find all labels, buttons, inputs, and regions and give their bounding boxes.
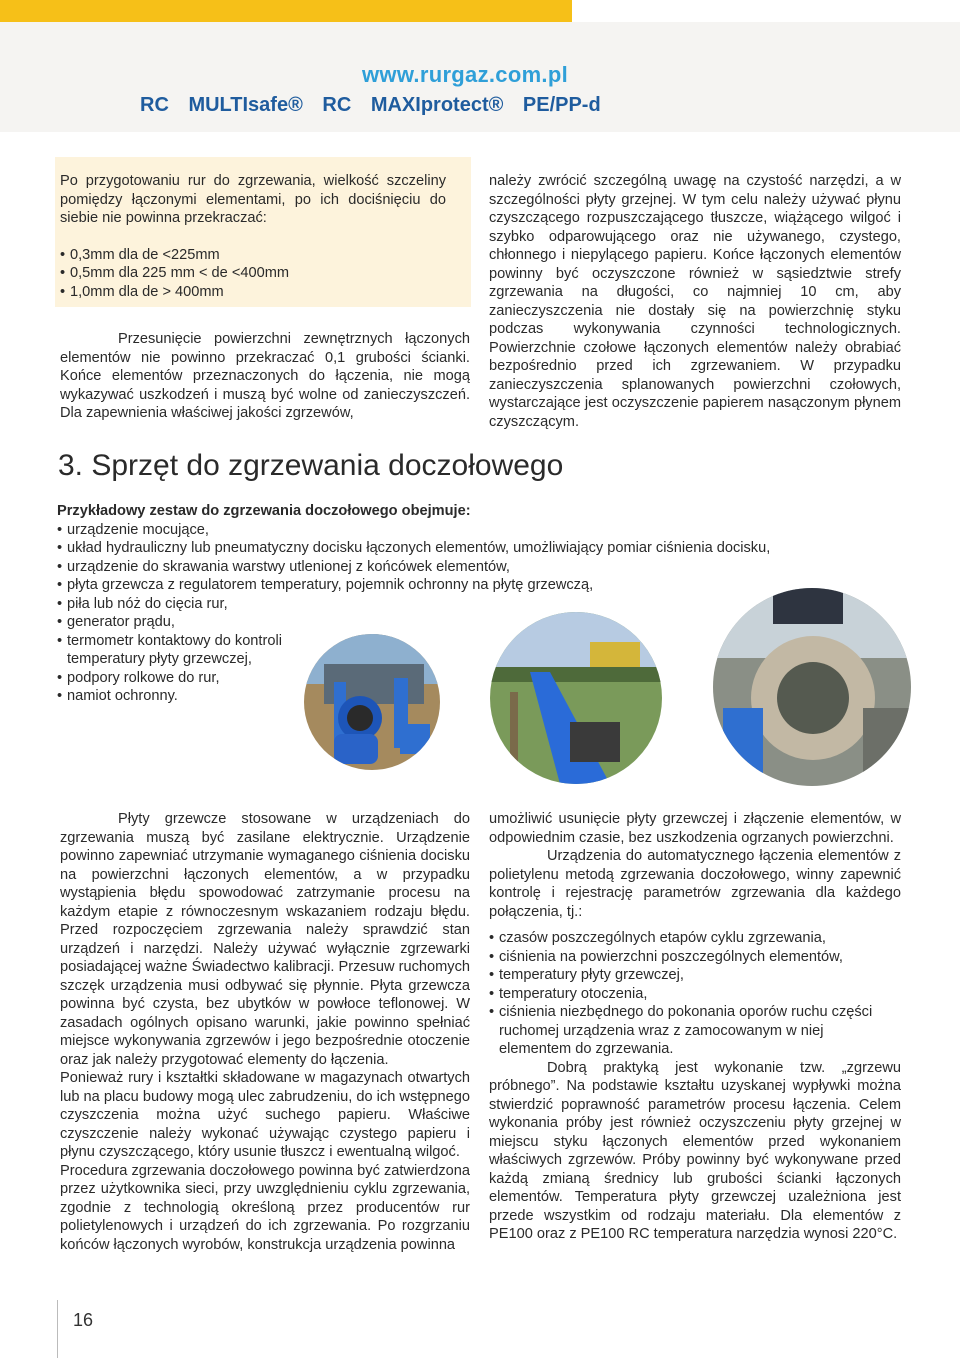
equipment-block xyxy=(57,502,817,706)
bottom-left-para: Procedura zgrzewania doczołowego powinna być zatwierdzona przez użytkownika sieci, przy uwzględnieniu cyklu zgrzewania, zgodnie z technologią określoną przez producentów rur polietylenowych i urządzeń do ich zgrzewania. Po rozgrzaniu końców łączonych wyrobów, konstrukcja urządzenia powinna xyxy=(60,1162,470,1253)
website-url[interactable]: www.rurgaz.com.pl xyxy=(362,62,568,87)
equipment-item: • układ hydrauliczny lub pneumatyczny docisku łączonych elementów, umożliwiający pomiar ciśnienia docisku, xyxy=(57,539,817,558)
params-list xyxy=(489,929,901,1059)
right-paragraph-text: należy zwrócić szczególną uwagę na czystość narzędzi, a w szczególności płyty grzejnej. W tym celu należy używać płynu czyszczącego rozpuszczającego tłuszcze, wiążącego wilgoć i szybko odparowującego oraz nie używanego, czystego, chłonnego i niepylącego papieru. Końce łączonych elementów powinny być oczyszczone również w sąsiedztwie strefy zgrzewania na długości, co najmniej 10 cm, aby zanieczyszczenia nie dostały się na powierzchnię styku podczas wykonywania czynności technologicznych. Powierzchnie czołowe łączonych elementów należy obrabiać bezpośrednio przed ich zgrzewaniem. W przypadku zanieczyszczenia splanowanych powierzchni czołowych, wystarczające jest oczyszczenie papierem nasączonym płynem czyszczącym. xyxy=(489,173,901,430)
right-paragraph xyxy=(489,172,901,431)
params-item: • czasów poszczególnych etapów cyklu zgrzewania, xyxy=(489,929,901,948)
bottom-left-para: Ponieważ rury i kształtki składowane w magazynach otwartych lub na placu budowy mogą ulec zabrudzeniu, do ich wstępnego czyszczenia można użyć suchego papieru. Właściwe czyszczenie należy wykonać używając czystego papieru i płynu czyszczącego, który usunie tłuszcz i ewentualną wilgoć. xyxy=(60,1070,470,1160)
photo-pipes-storage xyxy=(304,634,440,770)
params-item: • ciśnienia na powierzchni poszczególnych elementów, xyxy=(489,948,901,967)
gap-item: • 0,3mm dla de <225mm xyxy=(60,246,446,265)
bottom-right-para: Urządzenia do automatycznego łączenia elementów z polietylenu metodą zgrzewania doczołowego, winny zapewnić kontrolę i rejestrację parametrów zgrzewania dla każdego połączenia, tj.: xyxy=(489,848,901,920)
bottom-left-para: Płyty grzewcze stosowane w urządzeniach do zgrzewania muszą być zasilane elektrycznie. Urządzenie powinno zapewniać utrzymanie wymaganego ciśnienia docisku na powierzchni łączonych elementów, a w przypadku wystąpienia błędu spowodować zatrzymanie procesu na każdym etapie z równoczesnym wskazaniem rodzaju błędu. Przed rozpoczęciem zgrzewania należy sprawdzić stan urządzeń i narzędzi. Należy używać wyłącznie zgrzewarki posiadającej ważne Świadectwo kalibracji. Przesuw ruchomych szczęk urządzenia musi odbywać się płynnie. Płyta grzewcza powinna być czysta, bez ubytków w powłoce teflonowej. W zasadach ogólnych opisano warunki, jakie powinno spełniać miejsce wykonywania zgrzewów i jego bezpośrednie otoczenie oraz jak należy przygotować elementy do łączenia. xyxy=(60,811,470,1068)
equipment-item: • podpory rolkowe do rur, xyxy=(57,669,817,688)
left-paragraph xyxy=(60,330,470,423)
equipment-item: • urządzenie mocujące, xyxy=(57,521,817,540)
equipment-item: • piła lub nóż do cięcia rur, xyxy=(57,595,817,614)
equipment-item: • termometr kontaktowy do kontroli temperatury płyty grzewczej, xyxy=(57,632,307,669)
page-number: 16 xyxy=(73,1310,94,1330)
top-accent-bar xyxy=(0,0,572,22)
left-paragraph-text: Przesunięcie powierzchni zewnętrznych łączonych elementów nie powinno przekraczać 0,1 grubości ścianki. Końce elementów przeznaczonych do łączenia, nie mogą wykazywać uszkodzeń i muszą być wolne od zanieczyszczeń. Dla zapewnienia właściwej jakości zgrzewów, xyxy=(60,331,470,421)
gap-list xyxy=(60,246,446,302)
gap-item: • 1,0mm dla de > 400mm xyxy=(60,283,446,302)
photo-pipeline-field xyxy=(490,612,662,784)
bottom-right-para: umożliwić usunięcie płyty grzewczej i złączenie elementów, w odpowiednim czasie, bez uszkodzenia ogrzanych powierzchni. xyxy=(489,811,901,846)
equipment-lead: Przykładowy zestaw do zgrzewania doczołowego obejmuje: xyxy=(57,503,471,519)
equipment-item: • namiot ochronny. xyxy=(57,687,817,706)
intro-text: Po przygotowaniu rur do zgrzewania, wielkość szczeliny pomiędzy łączonymi elementami, po ich dociśnięciu do siebie nie powinna przekraczać: xyxy=(60,173,446,226)
bottom-right-column xyxy=(489,810,901,1244)
bottom-right-para: Dobrą praktyką jest wykonanie tzw. „zgrzewu próbnego”. Na podstawie kształtu uzyskanej wypływki można stwierdzić poprawność parametrów procesu łączenia. Celem wykonania próby jest również oczyszczeniu płyty grzejnej w miejscu styku łączonych elementów przed wykonaniem właściwych zgrzewów. Próby powinny być wykonywane przed każdą zmianą średnicy lub grubości ścianki łączonych elementów. Temperatura płyty grzewczej uzależniona jest przede wszystkim od rodzaju materiału. Dla elementów z PE100 oraz z PE100 RC temperatura narzędzia wynosi 220°C. xyxy=(489,1059,901,1242)
params-item: • temperatury płyty grzewczej, xyxy=(489,966,901,985)
equipment-item: • płyta grzewcza z regulatorem temperatury, pojemnik ochronny na płytę grzewczą, xyxy=(57,576,817,595)
equipment-item: • generator prądu, xyxy=(57,613,817,632)
product-names: RC MULTIsafe® RC MAXIprotect® PE/PP-d xyxy=(140,94,601,116)
page-number-divider xyxy=(57,1300,58,1358)
equipment-item: • urządzenie do skrawania warstwy utlenionej z końcówek elementów, xyxy=(57,558,817,577)
equipment-list xyxy=(57,521,817,706)
params-item: • ciśnienia niezbędnego do pokonania oporów ruchu części ruchomej urządzenia wraz z zamocowanym w niej elementem do zgrzewania. xyxy=(489,1003,899,1059)
intro-block xyxy=(60,172,446,301)
params-item: • temperatury otoczenia, xyxy=(489,985,901,1004)
bottom-left-column xyxy=(60,810,470,1254)
section-title: 3. Sprzęt do zgrzewania doczołowego xyxy=(58,449,564,482)
photo-welding-machine xyxy=(713,588,911,786)
page-header xyxy=(0,22,960,132)
gap-item: • 0,5mm dla 225 mm < de <400mm xyxy=(60,264,446,283)
